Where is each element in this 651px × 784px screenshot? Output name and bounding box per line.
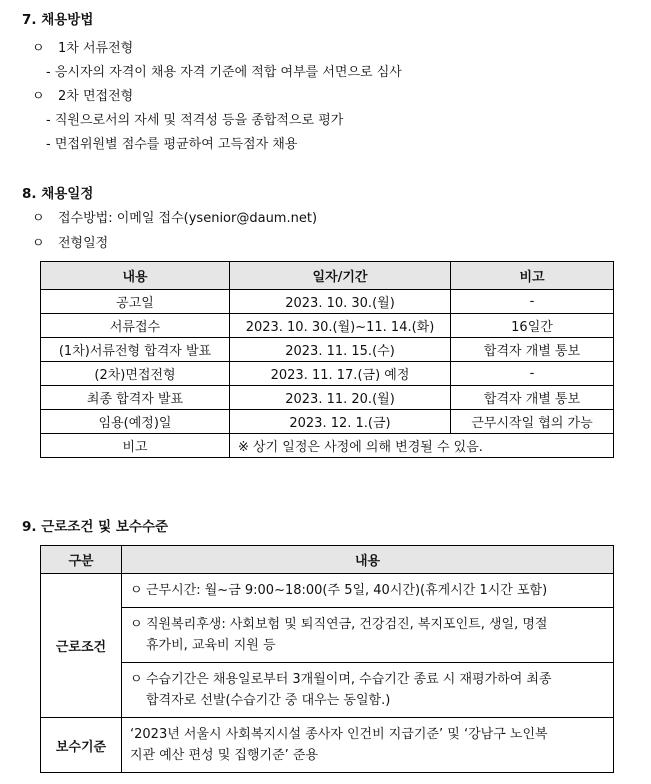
bullet-apply-method: ㅇ 접수방법: 이메일 접수(ysenior@daum.net) [32, 211, 318, 226]
cell: 2023. 11. 20.(월) [230, 386, 451, 410]
work-header-row [41, 546, 614, 574]
bullet-2nd-interview: ㅇ 2차 면접전형 [32, 89, 134, 104]
schedule-header-row [41, 262, 614, 290]
schedule-table [40, 261, 614, 458]
table-row [41, 386, 614, 410]
table-row [41, 338, 614, 362]
detail-2nd-interview-2: - 면접위원별 점수를 평균하여 고득점자 채용 [46, 137, 298, 152]
cell: (2차)면접전형 [41, 362, 230, 386]
table-row [41, 574, 614, 608]
table-row [41, 718, 614, 773]
detail-2nd-interview-1: - 직원으로서의 자세 및 적격성 등을 종합적으로 평가 [46, 113, 344, 128]
note-label: 비고 [41, 434, 230, 458]
table-row [41, 362, 614, 386]
cell: 공고일 [41, 290, 230, 314]
work-item-hours: ㅇ 근무시간: 월~금 9:00~18:00(주 5일, 40시간)(휴게시간 1시간 포함) [122, 574, 614, 608]
cell: 최종 합격자 발표 [41, 386, 230, 410]
cell: 2023. 11. 17.(금) 예정 [230, 362, 451, 386]
header-content: 내용 [122, 546, 614, 574]
table-row [41, 663, 614, 718]
section-8-title: 8. 채용일정 [22, 186, 94, 202]
pay-standard-label: 보수기준 [41, 718, 122, 773]
cell: 합격자 개별 통보 [451, 386, 614, 410]
cell: 2023. 12. 1.(금) [230, 410, 451, 434]
work-item-welfare: ㅇ 직원복리후생: 사회보험 및 퇴직연금, 건강검진, 복지포인트, 생일, 명절 휴가비, 교육비 지원 등 [122, 608, 614, 663]
cell: 근무시작일 협의 가능 [451, 410, 614, 434]
header-date: 일자/기간 [230, 262, 451, 290]
cell: - [451, 290, 614, 314]
cell: 서류접수 [41, 314, 230, 338]
bullet-schedule: ㅇ 전형일정 [32, 236, 109, 251]
section-9-title: 9. 근로조건 및 보수수준 [22, 519, 168, 535]
work-item-probation: ㅇ 수습기간은 채용일로부터 3개월이며, 수습기간 종료 시 재평가하여 최종 합격자로 선발(수습기간 중 대우는 동일함.) [122, 663, 614, 718]
header-category: 구분 [41, 546, 122, 574]
table-row [41, 608, 614, 663]
working-conditions-table [40, 545, 614, 773]
table-row [41, 290, 614, 314]
detail-1st-screening: - 응시자의 자격이 채용 자격 기준에 적합 여부를 서면으로 심사 [46, 65, 402, 80]
note-text: ※ 상기 일정은 사정에 의해 변경될 수 있음. [230, 434, 614, 458]
cell: - [451, 362, 614, 386]
header-content: 내용 [41, 262, 230, 290]
cell: 2023. 10. 30.(월) [230, 290, 451, 314]
section-7-title: 7. 채용방법 [22, 12, 94, 28]
cell: 합격자 개별 통보 [451, 338, 614, 362]
cell: 2023. 10. 30.(월)~11. 14.(화) [230, 314, 451, 338]
cell: 2023. 11. 15.(수) [230, 338, 451, 362]
pay-standard-text: ‘2023년 서울시 사회복지시설 종사자 인건비 지급기준’ 및 ‘강남구 노인복 지관 예산 편성 및 집행기준’ 준용 [122, 718, 614, 773]
table-row-note [41, 434, 614, 458]
cell: 16일간 [451, 314, 614, 338]
cell: (1차)서류전형 합격자 발표 [41, 338, 230, 362]
table-row [41, 410, 614, 434]
cell: 임용(예정)일 [41, 410, 230, 434]
work-conditions-label: 근로조건 [41, 574, 122, 718]
table-row [41, 314, 614, 338]
bullet-1st-screening: ㅇ 1차 서류전형 [32, 41, 134, 56]
header-note: 비고 [451, 262, 614, 290]
